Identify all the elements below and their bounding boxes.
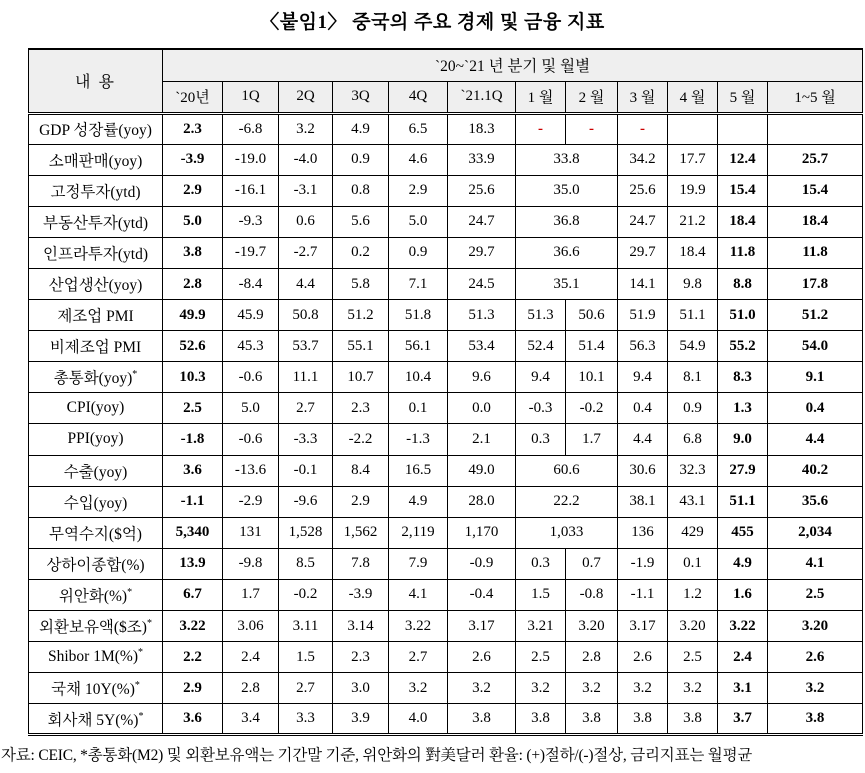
cell: -3.9 xyxy=(333,579,389,610)
cell: 2,034 xyxy=(768,517,863,548)
row-label: GDP 성장률(yoy) xyxy=(29,113,163,144)
row-label: 상하이종합(%) xyxy=(29,548,163,579)
cell: 36.6 xyxy=(516,237,618,268)
cell: 0.4 xyxy=(768,393,863,424)
cell: 2.3 xyxy=(333,393,389,424)
cell: 51.0 xyxy=(718,300,768,331)
row-label: 외환보유액($조)* xyxy=(29,611,163,642)
cell: 2.7 xyxy=(389,642,448,673)
cell: 9.4 xyxy=(618,362,668,393)
cell: -9.6 xyxy=(279,486,333,517)
table-body xyxy=(29,113,863,735)
cell: 3.21 xyxy=(516,611,566,642)
cell: 0.8 xyxy=(333,175,389,206)
table-row xyxy=(29,579,863,610)
cell: -4.0 xyxy=(279,144,333,175)
cell: 4.9 xyxy=(333,113,389,144)
cell: 0.0 xyxy=(448,393,516,424)
cell: 9.6 xyxy=(448,362,516,393)
row-label: 총통화(yoy)* xyxy=(29,362,163,393)
cell: 24.7 xyxy=(448,206,516,237)
cell: 1.5 xyxy=(279,642,333,673)
cell: 51.2 xyxy=(333,300,389,331)
cell: 3.17 xyxy=(448,611,516,642)
cell: 2.9 xyxy=(389,175,448,206)
cell: 0.3 xyxy=(516,548,566,579)
group-header: `20~`21 년 분기 및 월별 xyxy=(163,49,863,81)
cell: 3.3 xyxy=(279,704,333,735)
cell: -2.9 xyxy=(223,486,279,517)
column-header: 1 월 xyxy=(516,81,566,113)
cell: 3.6 xyxy=(163,455,223,486)
cell: 12.4 xyxy=(718,144,768,175)
cell: 8.4 xyxy=(333,455,389,486)
cell: -0.6 xyxy=(223,362,279,393)
table-row xyxy=(29,486,863,517)
cell: 4.0 xyxy=(389,704,448,735)
cell: -0.8 xyxy=(566,579,618,610)
cell: 51.4 xyxy=(566,331,618,362)
row-label: 고정투자(ytd) xyxy=(29,175,163,206)
cell: 8.5 xyxy=(279,548,333,579)
cell: 3.2 xyxy=(516,673,566,704)
column-header: `20년 xyxy=(163,81,223,113)
table-header xyxy=(29,49,863,113)
cell: 2.9 xyxy=(163,673,223,704)
column-header: 4 월 xyxy=(668,81,718,113)
table-row xyxy=(29,331,863,362)
cell: 50.8 xyxy=(279,300,333,331)
cell: 1.7 xyxy=(566,424,618,455)
row-label: 수입(yoy) xyxy=(29,486,163,517)
table-row xyxy=(29,175,863,206)
cell: 51.3 xyxy=(448,300,516,331)
cell: 25.6 xyxy=(618,175,668,206)
cell: 1.7 xyxy=(223,579,279,610)
cell: 56.1 xyxy=(389,331,448,362)
cell: 8.3 xyxy=(718,362,768,393)
cell: 2.1 xyxy=(448,424,516,455)
cell: 3.20 xyxy=(768,611,863,642)
row-label: 제조업 PMI xyxy=(29,300,163,331)
cell: 1,528 xyxy=(279,517,333,548)
row-label: PPI(yoy) xyxy=(29,424,163,455)
row-label: 회사채 5Y(%)* xyxy=(29,704,163,735)
cell: 11.8 xyxy=(718,237,768,268)
cell: 2.7 xyxy=(279,393,333,424)
table-row xyxy=(29,548,863,579)
row-label: 무역수지($억) xyxy=(29,517,163,548)
cell: 7.8 xyxy=(333,548,389,579)
cell: -6.8 xyxy=(223,113,279,144)
cell: 5.0 xyxy=(223,393,279,424)
cell: 8.8 xyxy=(718,268,768,299)
cell: 53.4 xyxy=(448,331,516,362)
cell: 49.9 xyxy=(163,300,223,331)
row-label: 인프라투자(ytd) xyxy=(29,237,163,268)
cell: 3.8 xyxy=(618,704,668,735)
cell: 3.7 xyxy=(718,704,768,735)
cell: - xyxy=(618,113,668,144)
cell: -0.6 xyxy=(223,424,279,455)
cell: 50.6 xyxy=(566,300,618,331)
row-label: 위안화(%)* xyxy=(29,579,163,610)
cell: 1.6 xyxy=(718,579,768,610)
cell: 18.4 xyxy=(668,237,718,268)
cell: 5.0 xyxy=(163,206,223,237)
cell: 5,340 xyxy=(163,517,223,548)
cell: 55.1 xyxy=(333,331,389,362)
cell: 4.9 xyxy=(389,486,448,517)
column-header: 4Q xyxy=(389,81,448,113)
cell: - xyxy=(566,113,618,144)
cell: 2.2 xyxy=(163,642,223,673)
cell: 17.7 xyxy=(668,144,718,175)
cell: 3.17 xyxy=(618,611,668,642)
cell: 15.4 xyxy=(768,175,863,206)
column-header: `21.1Q xyxy=(448,81,516,113)
cell: 2.9 xyxy=(333,486,389,517)
cell: -13.6 xyxy=(223,455,279,486)
indicators-table xyxy=(28,48,863,736)
cell: 18.3 xyxy=(448,113,516,144)
cell: 131 xyxy=(223,517,279,548)
cell: 7.9 xyxy=(389,548,448,579)
cell: -0.4 xyxy=(448,579,516,610)
cell: -2.7 xyxy=(279,237,333,268)
cell: 3.1 xyxy=(718,673,768,704)
cell: 5.0 xyxy=(389,206,448,237)
cell: 60.6 xyxy=(516,455,618,486)
cell: 2.6 xyxy=(768,642,863,673)
cell: 25.7 xyxy=(768,144,863,175)
cell: 51.3 xyxy=(516,300,566,331)
cell: 2.8 xyxy=(566,642,618,673)
cell: 55.2 xyxy=(718,331,768,362)
cell xyxy=(718,113,768,144)
cell: 4.4 xyxy=(618,424,668,455)
table-row xyxy=(29,144,863,175)
cell: 51.8 xyxy=(389,300,448,331)
cell: 3.2 xyxy=(618,673,668,704)
table-row xyxy=(29,455,863,486)
cell: 3.11 xyxy=(279,611,333,642)
cell: 1,033 xyxy=(516,517,618,548)
table-row xyxy=(29,237,863,268)
cell: 56.3 xyxy=(618,331,668,362)
cell: 3.2 xyxy=(448,673,516,704)
cell: 2.6 xyxy=(448,642,516,673)
cell: 9.4 xyxy=(516,362,566,393)
header-row-group xyxy=(29,49,863,81)
cell: 3.22 xyxy=(163,611,223,642)
cell: 1.5 xyxy=(516,579,566,610)
cell: 32.3 xyxy=(668,455,718,486)
cell: 11.1 xyxy=(279,362,333,393)
cell: 51.2 xyxy=(768,300,863,331)
table-row xyxy=(29,113,863,144)
row-label: 산업생산(yoy) xyxy=(29,268,163,299)
cell: 51.1 xyxy=(718,486,768,517)
table-row xyxy=(29,424,863,455)
cell: 52.4 xyxy=(516,331,566,362)
table-row xyxy=(29,642,863,673)
cell: 35.1 xyxy=(516,268,618,299)
cell: 3.06 xyxy=(223,611,279,642)
cell: 17.8 xyxy=(768,268,863,299)
cell: 51.9 xyxy=(618,300,668,331)
cell: -3.3 xyxy=(279,424,333,455)
cell: 19.9 xyxy=(668,175,718,206)
cell: 45.3 xyxy=(223,331,279,362)
cell: 21.2 xyxy=(668,206,718,237)
column-header: 1Q xyxy=(223,81,279,113)
row-label: Shibor 1M(%)* xyxy=(29,642,163,673)
cell: 51.1 xyxy=(668,300,718,331)
column-header: 5 월 xyxy=(718,81,768,113)
cell: 2.3 xyxy=(163,113,223,144)
cell: 3.8 xyxy=(516,704,566,735)
cell: 2.5 xyxy=(768,579,863,610)
cell: 3.2 xyxy=(279,113,333,144)
cell: 22.2 xyxy=(516,486,618,517)
cell: 5.6 xyxy=(333,206,389,237)
table-row xyxy=(29,362,863,393)
cell: 4.4 xyxy=(768,424,863,455)
cell: -19.7 xyxy=(223,237,279,268)
cell: 2.3 xyxy=(333,642,389,673)
cell: - xyxy=(516,113,566,144)
cell: -2.2 xyxy=(333,424,389,455)
cell: 14.1 xyxy=(618,268,668,299)
cell: 2.5 xyxy=(668,642,718,673)
cell: 10.4 xyxy=(389,362,448,393)
cell: 0.6 xyxy=(279,206,333,237)
cell: 3.0 xyxy=(333,673,389,704)
cell: 3.14 xyxy=(333,611,389,642)
cell: 3.20 xyxy=(566,611,618,642)
column-header: 1~5 월 xyxy=(768,81,863,113)
table-row xyxy=(29,611,863,642)
cell: 4.4 xyxy=(279,268,333,299)
cell: 13.9 xyxy=(163,548,223,579)
cell: 2,119 xyxy=(389,517,448,548)
cell: 3.8 xyxy=(668,704,718,735)
cell: 1,170 xyxy=(448,517,516,548)
page-title: 〈붙임1〉 중국의 주요 경제 및 금융 지표 xyxy=(260,12,605,33)
cell: 16.5 xyxy=(389,455,448,486)
cell: 6.8 xyxy=(668,424,718,455)
row-label: CPI(yoy) xyxy=(29,393,163,424)
cell: 8.1 xyxy=(668,362,718,393)
cell: 10.1 xyxy=(566,362,618,393)
table-row xyxy=(29,517,863,548)
cell: 9.8 xyxy=(668,268,718,299)
cell: 9.1 xyxy=(768,362,863,393)
row-label: 부동산투자(ytd) xyxy=(29,206,163,237)
cell: 429 xyxy=(668,517,718,548)
cell: 0.9 xyxy=(389,237,448,268)
cell: -19.0 xyxy=(223,144,279,175)
cell: 6.7 xyxy=(163,579,223,610)
cell: 3.2 xyxy=(389,673,448,704)
corner-header: 내 용 xyxy=(29,49,163,113)
cell: 3.8 xyxy=(768,704,863,735)
cell: 29.7 xyxy=(448,237,516,268)
cell: -1.1 xyxy=(618,579,668,610)
cell: 136 xyxy=(618,517,668,548)
cell: 4.9 xyxy=(718,548,768,579)
row-label: 소매판매(yoy) xyxy=(29,144,163,175)
cell xyxy=(768,113,863,144)
cell: 40.2 xyxy=(768,455,863,486)
cell: 3.22 xyxy=(718,611,768,642)
cell: 38.1 xyxy=(618,486,668,517)
cell: -0.1 xyxy=(279,455,333,486)
cell: 1.3 xyxy=(718,393,768,424)
cell xyxy=(668,113,718,144)
cell: 0.7 xyxy=(566,548,618,579)
column-header: 2 월 xyxy=(566,81,618,113)
cell: 3.22 xyxy=(389,611,448,642)
cell: 1.2 xyxy=(668,579,718,610)
cell: 0.9 xyxy=(668,393,718,424)
column-header: 2Q xyxy=(279,81,333,113)
cell: 4.6 xyxy=(389,144,448,175)
cell: 3.8 xyxy=(566,704,618,735)
cell: 455 xyxy=(718,517,768,548)
cell: 2.4 xyxy=(223,642,279,673)
cell: 35.0 xyxy=(516,175,618,206)
cell: 3.4 xyxy=(223,704,279,735)
cell: -0.2 xyxy=(279,579,333,610)
cell: 24.5 xyxy=(448,268,516,299)
cell: 2.7 xyxy=(279,673,333,704)
table-row xyxy=(29,206,863,237)
cell: -16.1 xyxy=(223,175,279,206)
cell: 3.2 xyxy=(668,673,718,704)
cell: 3.8 xyxy=(163,237,223,268)
cell: 4.1 xyxy=(389,579,448,610)
cell: 9.0 xyxy=(718,424,768,455)
cell: 33.9 xyxy=(448,144,516,175)
cell: -9.3 xyxy=(223,206,279,237)
cell: 5.8 xyxy=(333,268,389,299)
cell: 28.0 xyxy=(448,486,516,517)
cell: 2.8 xyxy=(223,673,279,704)
footnote: 자료: CEIC, *총통화(M2) 및 외환보유액는 기간말 기준, 위안화의 對美달러 환율: (+)절하/(-)절상, 금리지표는 월평균 xyxy=(1,747,753,765)
cell: 35.6 xyxy=(768,486,863,517)
cell: 0.1 xyxy=(389,393,448,424)
table-row xyxy=(29,393,863,424)
cell: 0.3 xyxy=(516,424,566,455)
table-row xyxy=(29,268,863,299)
column-header: 3 월 xyxy=(618,81,668,113)
cell: 54.9 xyxy=(668,331,718,362)
cell: 3.2 xyxy=(768,673,863,704)
cell: 7.1 xyxy=(389,268,448,299)
cell: 33.8 xyxy=(516,144,618,175)
cell: 2.5 xyxy=(163,393,223,424)
cell: 3.8 xyxy=(448,704,516,735)
table-row xyxy=(29,704,863,735)
cell: 4.1 xyxy=(768,548,863,579)
cell: -3.1 xyxy=(279,175,333,206)
cell: 10.7 xyxy=(333,362,389,393)
cell: 24.7 xyxy=(618,206,668,237)
cell: 1,562 xyxy=(333,517,389,548)
cell: -3.9 xyxy=(163,144,223,175)
cell: -1.3 xyxy=(389,424,448,455)
cell: 0.2 xyxy=(333,237,389,268)
cell: 49.0 xyxy=(448,455,516,486)
cell: 2.5 xyxy=(516,642,566,673)
cell: 29.7 xyxy=(618,237,668,268)
cell: -8.4 xyxy=(223,268,279,299)
cell: 52.6 xyxy=(163,331,223,362)
cell: -0.9 xyxy=(448,548,516,579)
cell: 2.4 xyxy=(718,642,768,673)
cell: 0.4 xyxy=(618,393,668,424)
cell: 3.2 xyxy=(566,673,618,704)
cell: 15.4 xyxy=(718,175,768,206)
cell: 3.20 xyxy=(668,611,718,642)
cell: 3.6 xyxy=(163,704,223,735)
cell: 10.3 xyxy=(163,362,223,393)
cell: 11.8 xyxy=(768,237,863,268)
cell: -1.9 xyxy=(618,548,668,579)
cell: 36.8 xyxy=(516,206,618,237)
cell: 2.9 xyxy=(163,175,223,206)
cell: 54.0 xyxy=(768,331,863,362)
table-row xyxy=(29,673,863,704)
cell: 18.4 xyxy=(768,206,863,237)
cell: 43.1 xyxy=(668,486,718,517)
cell: 30.6 xyxy=(618,455,668,486)
cell: -1.1 xyxy=(163,486,223,517)
row-label: 비제조업 PMI xyxy=(29,331,163,362)
column-header: 3Q xyxy=(333,81,389,113)
cell: 0.9 xyxy=(333,144,389,175)
cell: 0.1 xyxy=(668,548,718,579)
cell: 2.8 xyxy=(163,268,223,299)
cell: 2.6 xyxy=(618,642,668,673)
cell: 34.2 xyxy=(618,144,668,175)
cell: 18.4 xyxy=(718,206,768,237)
cell: 25.6 xyxy=(448,175,516,206)
cell: 3.9 xyxy=(333,704,389,735)
cell: 27.9 xyxy=(718,455,768,486)
row-label: 국채 10Y(%)* xyxy=(29,673,163,704)
cell: 6.5 xyxy=(389,113,448,144)
cell: -0.3 xyxy=(516,393,566,424)
row-label: 수출(yoy) xyxy=(29,455,163,486)
table-row xyxy=(29,300,863,331)
cell: -0.2 xyxy=(566,393,618,424)
cell: -1.8 xyxy=(163,424,223,455)
cell: 45.9 xyxy=(223,300,279,331)
cell: -9.8 xyxy=(223,548,279,579)
cell: 53.7 xyxy=(279,331,333,362)
